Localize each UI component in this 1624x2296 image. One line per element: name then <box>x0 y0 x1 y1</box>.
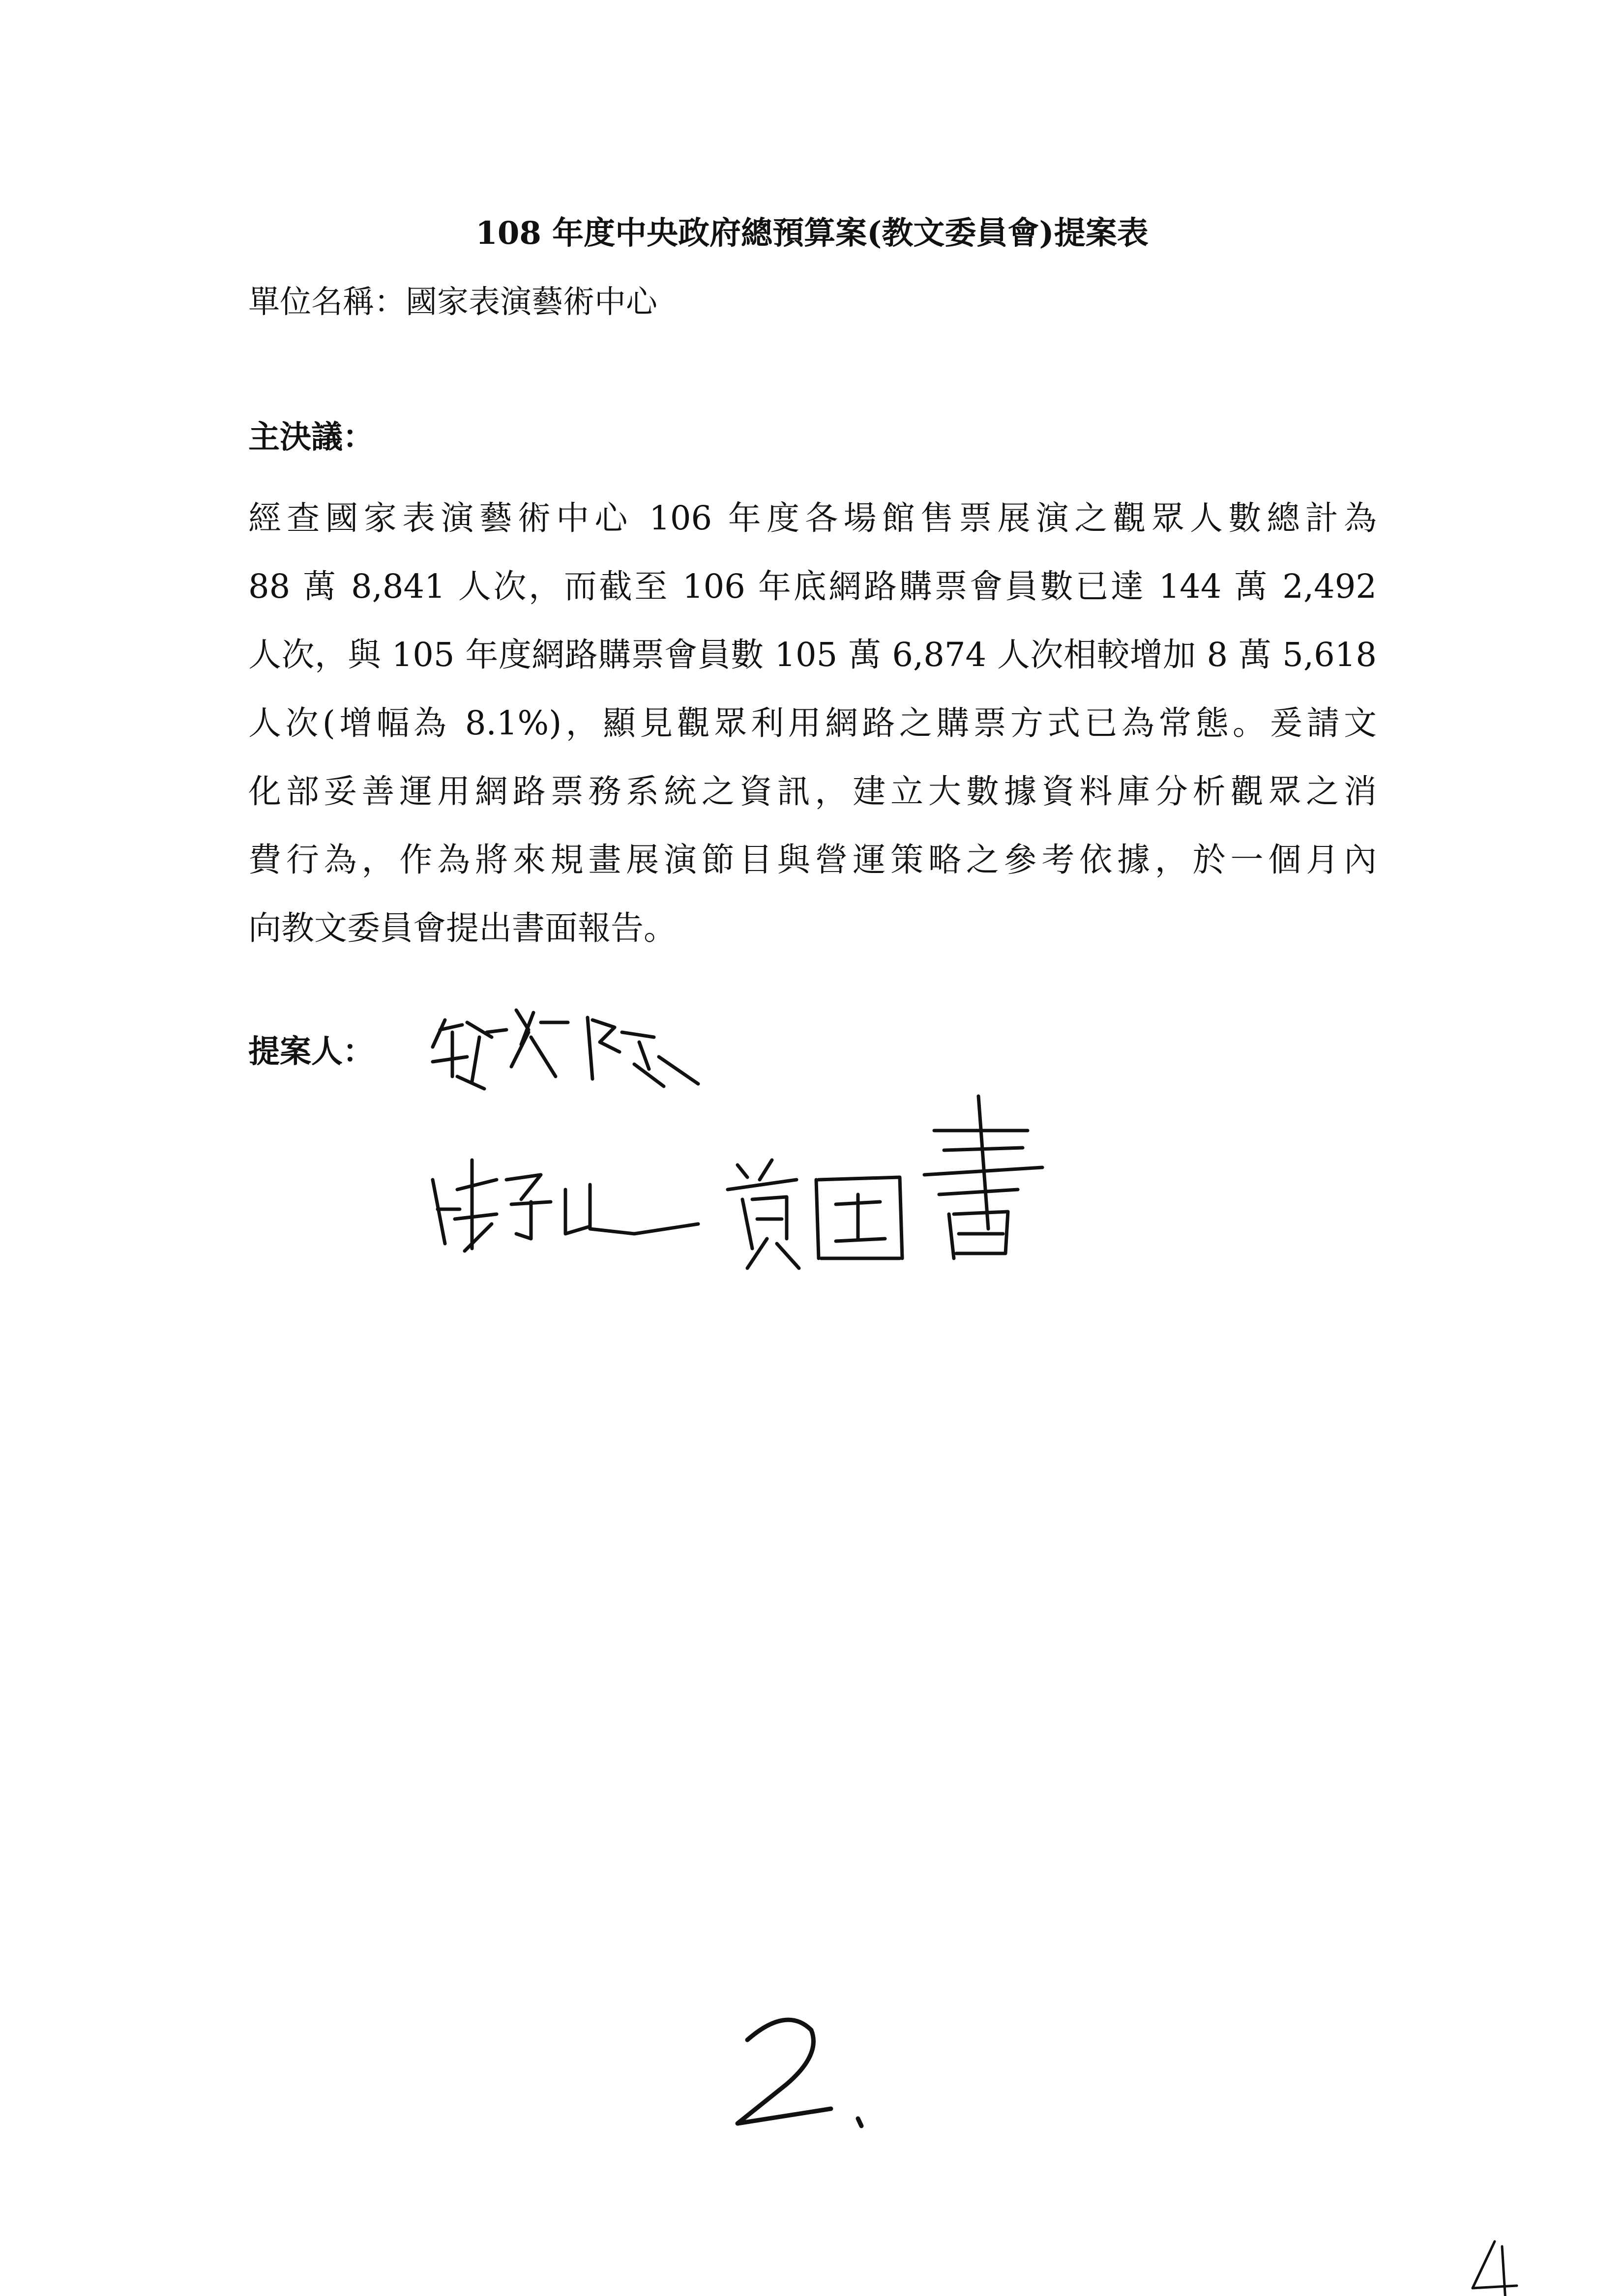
body-line: 經查國家表演藝術中心 106 年度各場館售票展演之觀眾人數總計為 <box>248 499 1377 537</box>
signature-3 <box>728 1096 1042 1268</box>
resolution-heading: 主決議： <box>248 419 374 456</box>
body-line: 向教文委員會提出書面報告。 <box>248 909 677 947</box>
proposer-label: 提案人： <box>248 1033 374 1070</box>
body-line: 化部妥善運用網路票務系統之資訊，建立大數據資料庫分析觀眾之消 <box>248 772 1377 811</box>
page-mark <box>1473 2241 1517 2296</box>
signature-1 <box>433 1010 698 1089</box>
signature-2 <box>433 1160 698 1251</box>
body-line: 88 萬 8,841 人次，而截至 106 年底網路購票會員數已達 144 萬 2,492 <box>248 567 1377 606</box>
body-line: 人次(增幅為 8.1%)，顯見觀眾利用網路之購票方式已為常態。爰請文 <box>248 704 1377 742</box>
handwritten-number <box>738 2020 861 2126</box>
body-line: 費行為，作為將來規畫展演節目與營運策略之參考依據，於一個月內 <box>248 841 1377 879</box>
unit-name: 單位名稱：國家表演藝術中心 <box>248 284 657 320</box>
document-title: 108 年度中央政府總預算案(教文委員會)提案表 <box>475 215 1149 252</box>
body-line: 人次，與 105 年度網路購票會員數 105 萬 6,874 人次相較增加 8 萬 5,618 <box>248 636 1377 674</box>
